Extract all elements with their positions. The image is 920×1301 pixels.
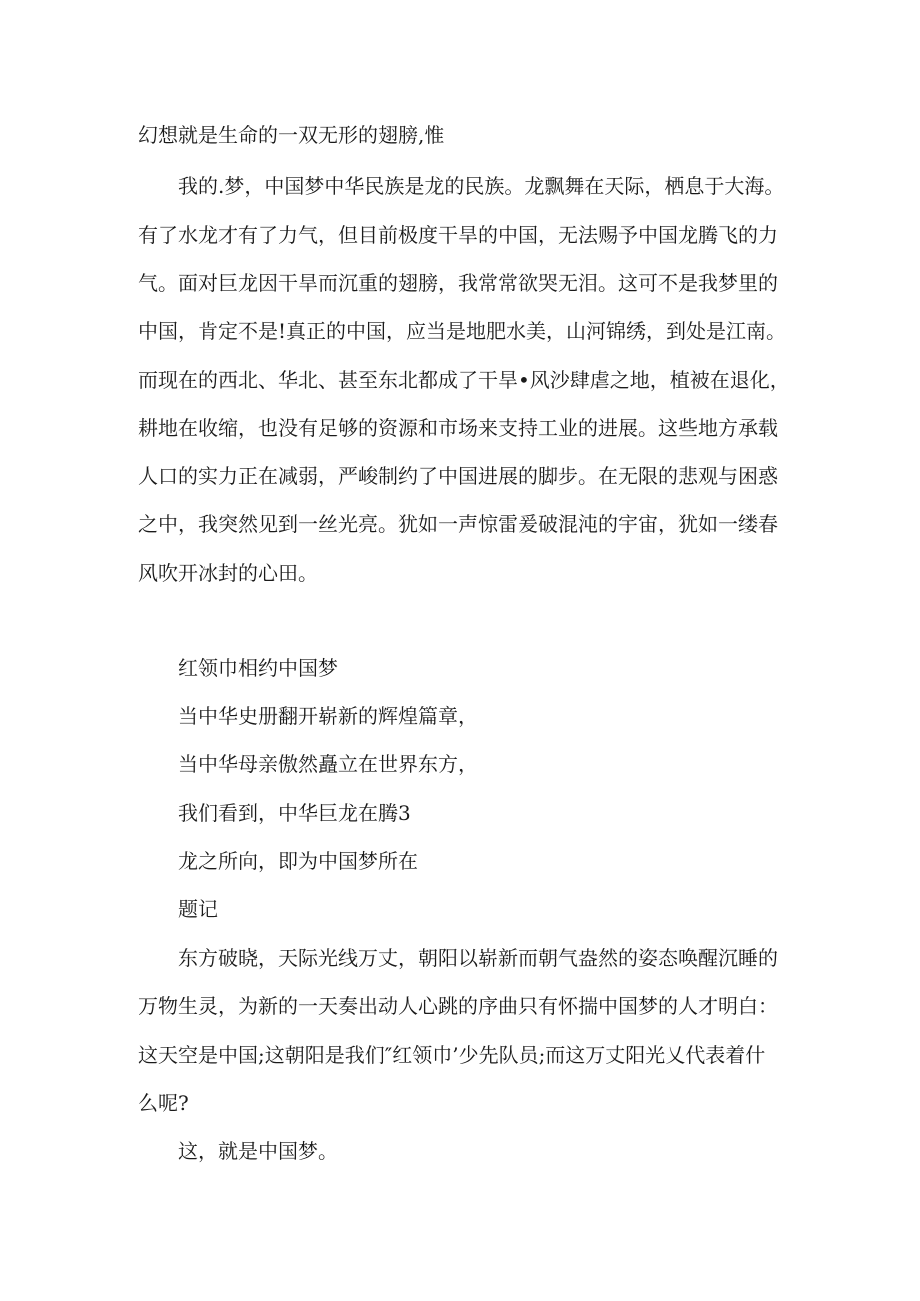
paragraph1-line: 中国，肯定不是!真正的中国，应当是地肥水美，山河锦绣，到处是江南。 — [138, 319, 787, 343]
paragraph1-line: 之中，我突然见到一丝光亮。犹如一声惊雷爰破混沌的宇宙，犹如一缕春 — [138, 512, 778, 536]
paragraph2-line: 么呢? — [138, 1091, 189, 1115]
paragraph1-line: 有了水龙才有了力气，但目前极度干旱的中国，无法赐予中国龙腾飞的力 — [138, 223, 778, 247]
paragraph2-line: 这天空是中国;这朝阳是我们″红领巾’少先队员;而这万丈阳光乂代表着什 — [138, 1043, 766, 1067]
poem-line: 我们看到，中华巨龙在腾3 — [178, 801, 411, 825]
paragraph2-line: 万物生灵，为新的一天奏出动人心跳的序曲只有怀揣中国梦的人才明白： — [138, 994, 778, 1018]
paragraph1-line: 气。面对巨龙因干旱而沉重的翅膀，我常常欲哭无泪。这可不是我梦里的 — [138, 271, 778, 295]
poem-line: 当中华母亲傲然矗立在世界东方， — [178, 752, 478, 776]
poem-title: 红领巾相约中国梦 — [178, 656, 338, 680]
poem-note: 题记 — [178, 897, 218, 921]
poem-line: 当中华史册翻开崭新的辉煌篇章， — [178, 704, 478, 728]
poem-line: 龙之所向，即为中国梦所在 — [178, 849, 418, 873]
paragraph1-line: 人口的实力正在减弱，严峻制约了中国进展的脚步。在无限的悲观与困惑 — [138, 464, 778, 488]
closing-line: 这，就是中国梦。 — [178, 1139, 338, 1163]
paragraph1-line: 风吹开冰封的心田。 — [138, 561, 318, 585]
paragraph1-line: 耕地在收缩，也没有足够的资源和市场来支持工业的进展。这些地方承载 — [138, 416, 778, 440]
paragraph1-line: 我的.梦，中国梦中华民族是龙的民族。龙飘舞在天际，栖息于大海。 — [178, 174, 785, 198]
heading-line: 幻想就是生命的一双无形的翅膀,惟 — [138, 123, 445, 147]
paragraph1-line: 而现在的西北、华北、甚至东北都成了干旱•风沙肆虐之地，植被在退化， — [138, 368, 790, 392]
paragraph2-line: 东方破晓，天际光线万丈，朝阳以崭新而朝气盎然的姿态唤醒沉睡的 — [178, 946, 778, 970]
